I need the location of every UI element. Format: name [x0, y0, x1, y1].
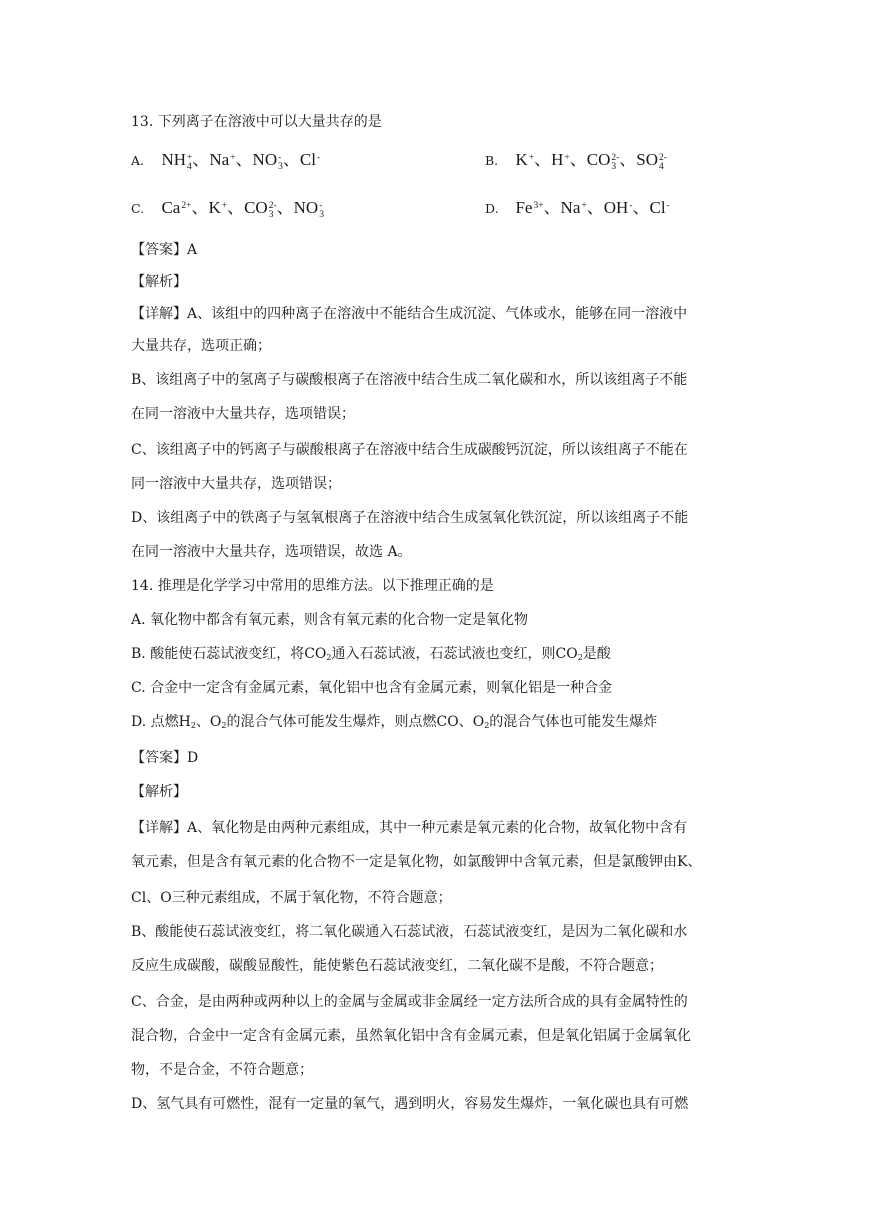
q13-option-d: [485, 198, 670, 220]
q14-detail-line: 物，不是合金，不符合题意；: [131, 1062, 313, 1078]
q14-detail-line: D、氢气具有可燃性，混有一定量的氧气，遇到明火，容易发生爆炸，一氧化碳也具有可燃: [131, 1096, 689, 1112]
q14-detail-line: C、合金，是由两种或两种以上的金属与金属或非金属经一定方法所合成的具有金属特性的: [131, 994, 688, 1010]
option-label: A.: [131, 153, 145, 168]
q13-answer: 【答案】A: [131, 242, 198, 258]
option-label: B.: [485, 153, 499, 168]
q13-analysis-heading: 【解析】: [131, 274, 187, 290]
q13-detail-line: 在同一溶液中大量共存，选项错误，故选 A。: [131, 544, 412, 560]
q13-detail-line: 大量共存，选项正确；: [131, 338, 271, 354]
option-formula: NH + 4 、Na + 、NO - 3 、Cl -: [161, 150, 321, 172]
q13-detail-line: 【详解】A、该组中的四种离子在溶液中不能结合生成沉淀、气体或水，能够在同一溶液中: [131, 306, 688, 322]
q13-stem: 13. 下列离子在溶液中可以大量共存的是: [131, 114, 382, 130]
option-formula: K + 、H + 、CO 2- 3 、SO 2- 4: [515, 150, 667, 172]
q14-option-b: B. 酸能使石蕊试液变红，将$CO_2$通入石蕊试液，石蕊试液也变红，则$CO_2$是酸: [131, 646, 611, 662]
q14-detail-line: 【详解】A、氧化物是由两种元素组成，其中一种元素是氧元素的化合物，故氧化物中含有: [131, 820, 688, 836]
option-formula: Fe 3+ 、Na + 、OH - 、Cl -: [515, 198, 670, 217]
q13-detail-line: B、该组离子中的氢离子与碳酸根离子在溶液中结合生成二氧化碳和水，所以该组离子不能: [131, 372, 688, 388]
q13-option-a: [131, 150, 320, 172]
q14-detail-line: B、酸能使石蕊试液变红，将二氧化碳通入石蕊试液，石蕊试液变红，是因为二氧化碳和水: [131, 924, 688, 940]
q13-option-b: [485, 150, 667, 172]
q13-detail-line: 在同一溶液中大量共存，选项错误；: [131, 406, 355, 422]
q14-option-a: A. 氧化物中都含有氧元素，则含有氧元素的化合物一定是氧化物: [131, 612, 529, 628]
option-label: C.: [131, 201, 145, 216]
q13-option-c: [131, 198, 324, 220]
q14-stem: 14. 推理是化学学习中常用的思维方法。以下推理正确的是: [131, 578, 494, 594]
q13-detail-line: D、该组离子中的铁离子与氢氧根离子在溶液中结合生成氢氧化铁沉淀，所以该组离子不能: [131, 510, 689, 526]
q14-detail-line: 反应生成碳酸，碳酸显酸性，能使紫色石蕊试液变红，二氧化碳不是酸，不符合题意；: [131, 958, 663, 974]
q14-detail-line: 氧元素，但是含有氧元素的化合物不一定是氧化物，如氯酸钾中含氧元素，但是氯酸钾由K、: [131, 854, 702, 870]
option-label: D.: [485, 201, 499, 216]
option-formula: Ca 2+ 、K + 、CO 2- 3 、NO - 3: [161, 198, 324, 220]
q14-analysis-heading: 【解析】: [131, 784, 187, 800]
q14-option-d: D. 点燃$H_2$、$O_2$的混合气体可能发生爆炸，则点燃CO、$O_2$的混合气体也可能发生爆炸: [131, 714, 658, 730]
q14-option-c: C. 合金中一定含有金属元素，氧化铝中也含有金属元素，则氧化铝是一种合金: [131, 680, 613, 696]
q14-detail-line: Cl、O三种元素组成，不属于氧化物，不符合题意；: [131, 890, 452, 906]
q14-detail-line: 混合物，合金中一定含有金属元素，虽然氧化铝中含有金属元素，但是氧化铝属于金属氧化: [131, 1028, 691, 1044]
q14-answer: 【答案】D: [131, 750, 199, 766]
q13-detail-line: C、该组离子中的钙离子与碳酸根离子在溶液中结合生成碳酸钙沉淀，所以该组离子不能在: [131, 442, 688, 458]
q13-detail-line: 同一溶液中大量共存，选项错误；: [131, 476, 341, 492]
